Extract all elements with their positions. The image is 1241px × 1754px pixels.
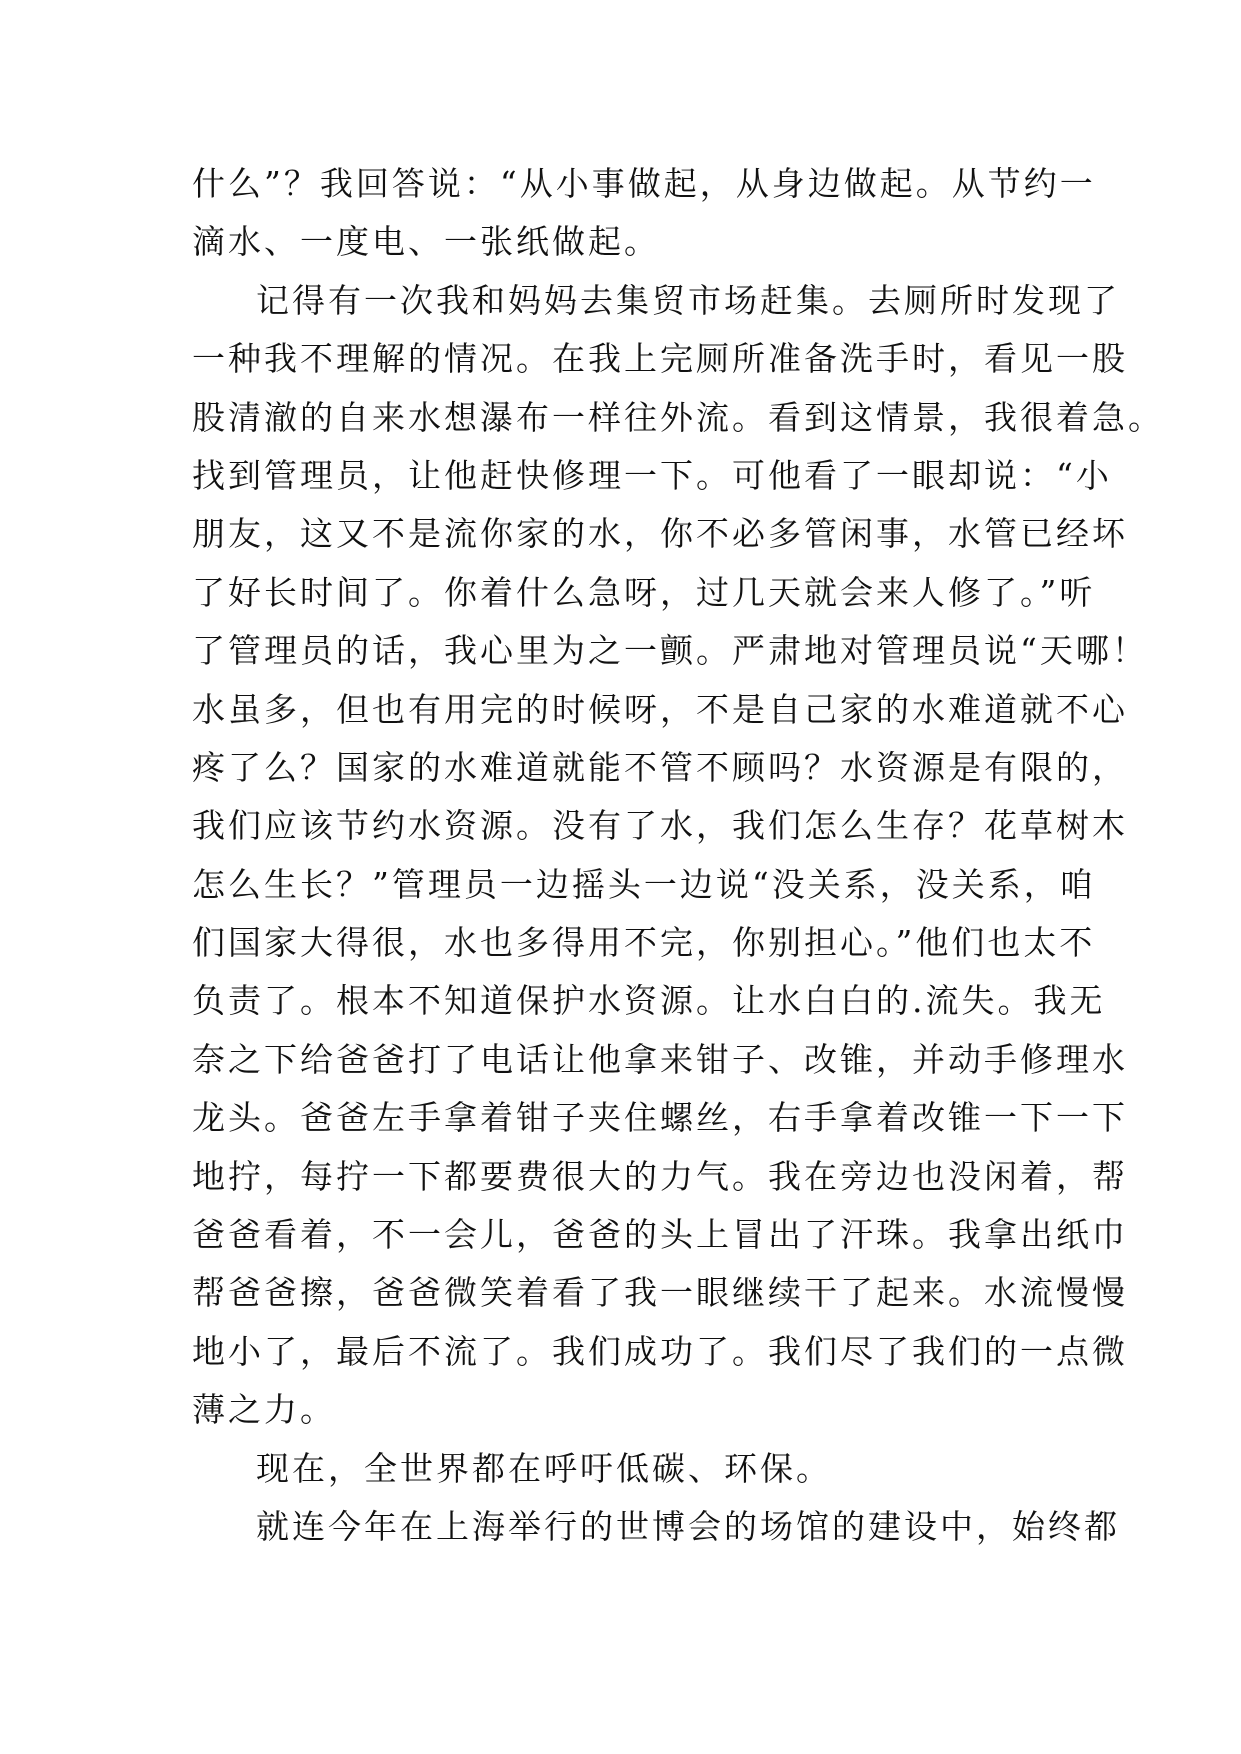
text-line: 们国家大得很，水也多得用不完，你别担心。”他们也太不	[192, 923, 1096, 963]
text-line: 地小了，最后不流了。我们成功了。我们尽了我们的一点微	[192, 1331, 1128, 1371]
body-text	[192, 155, 1164, 1556]
text-line: 一种我不理解的情况。在我上完厕所准备洗手时，看见一股	[192, 339, 1128, 379]
text-line: 了管理员的话，我心里为之一颤。严肃地对管理员说“天哪！	[192, 631, 1148, 671]
text-line: 负责了。根本不知道保护水资源。让水白白的.流失。我无	[192, 981, 1106, 1021]
text-line: 疼了么？国家的水难道就能不管不顾吗？水资源是有限的，	[192, 747, 1128, 787]
text-line: 现在，全世界都在呼吁低碳、环保。	[256, 1448, 832, 1488]
text-line: 地拧，每拧一下都要费很大的力气。我在旁边也没闲着，帮	[192, 1156, 1128, 1196]
text-line: 找到管理员，让他赶快修理一下。可他看了一眼却说：“小	[192, 455, 1112, 495]
text-line: 了好长时间了。你着什么急呀，过几天就会来人修了。”听	[192, 572, 1096, 612]
text-line: 怎么生长？”管理员一边摇头一边说“没关系，没关系，咱	[192, 864, 1096, 904]
text-line: 滴水、一度电、一张纸做起。	[192, 222, 660, 262]
text-line: 股清澈的自来水想瀑布一样往外流。看到这情景，我很着急。	[192, 397, 1164, 437]
text-line: 龙头。爸爸左手拿着钳子夹住螺丝，右手拿着改锥一下一下	[192, 1098, 1128, 1138]
text-line: 奈之下给爸爸打了电话让他拿来钳子、改锥，并动手修理水	[192, 1039, 1128, 1079]
text-line: 水虽多，但也有用完的时候呀，不是自己家的水难道就不心	[192, 689, 1128, 729]
text-line: 帮爸爸擦，爸爸微笑着看了我一眼继续干了起来。水流慢慢	[192, 1273, 1128, 1313]
text-line: 朋友，这又不是流你家的水，你不必多管闲事，水管已经坏	[192, 514, 1128, 554]
text-line: 什么”？我回答说：“从小事做起，从身边做起。从节约一	[192, 164, 1096, 203]
text-line: 爸爸看着，不一会儿，爸爸的头上冒出了汗珠。我拿出纸巾	[192, 1215, 1128, 1255]
text-line: 薄之力。	[192, 1390, 336, 1430]
text-line: 我们应该节约水资源。没有了水，我们怎么生存？花草树木	[192, 806, 1128, 846]
text-line: 就连今年在上海举行的世博会的场馆的建设中，始终都	[256, 1506, 1120, 1546]
text-line: 记得有一次我和妈妈去集贸市场赶集。去厕所时发现了	[256, 280, 1120, 320]
